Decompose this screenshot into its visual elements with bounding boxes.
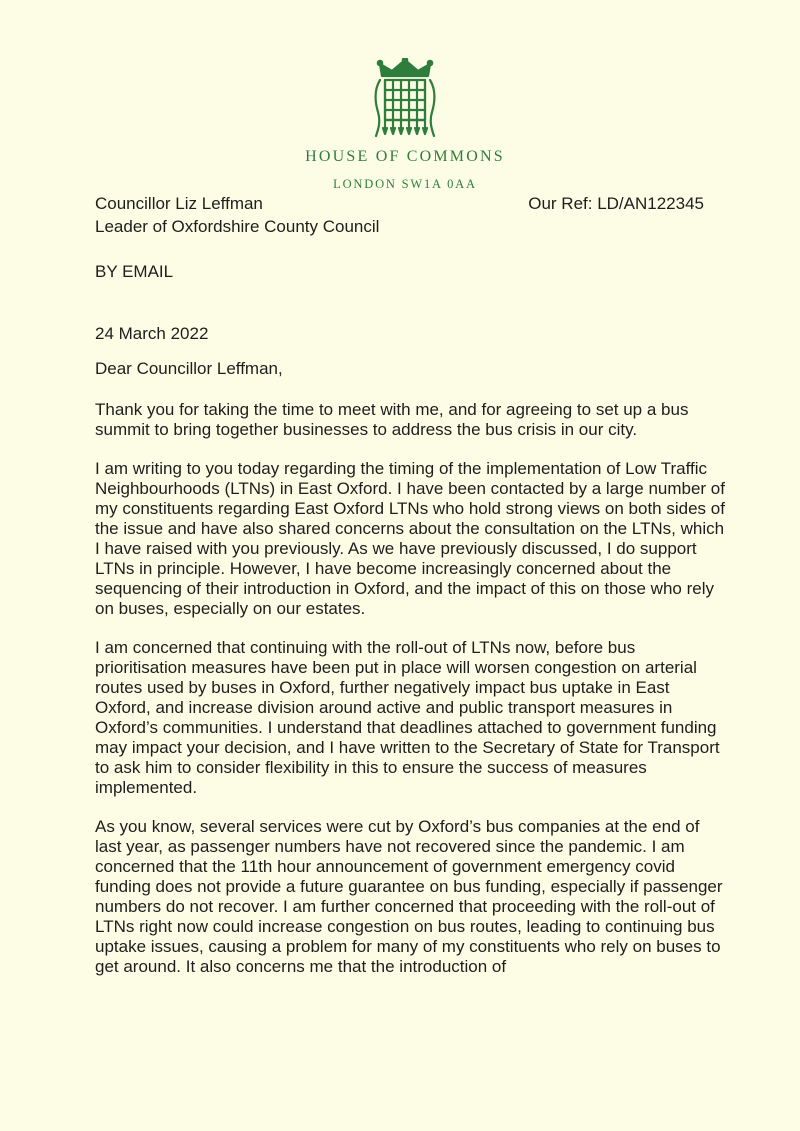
reference-number: Our Ref: LD/AN122345 <box>528 194 704 213</box>
salutation: Dear Councillor Leffman, <box>95 359 283 378</box>
portcullis-icon <box>372 58 438 140</box>
delivery-method: BY EMAIL <box>95 262 174 281</box>
letter-body <box>95 192 725 977</box>
letterhead-org-name: HOUSE OF COMMONS <box>305 148 505 165</box>
recipient-title: Leader of Oxfordshire County Council <box>95 217 380 236</box>
letterhead-address: LONDON SW1A 0AA <box>333 177 477 191</box>
paragraph-4: As you know, several services were cut by Oxford’s bus companies at the end of last year, as passenger numbers have not recovered since the pandemic. I am concerned that the 11th hour announcement of government emergency covid funding does not provide a future guarantee on bus funding, especially if passenger numbers do not recover. I am further concerned that proceeding with the roll-out of LTNs right now could increase congestion on bus routes, leading to continuing bus uptake issues, causing a problem for many of my constituents who rely on buses to get around. It also concerns me that the introduction of <box>95 817 723 976</box>
paragraph-1: Thank you for taking the time to meet with me, and for agreeing to set up a bus summit to bring together businesses to address the bus crisis in our city. <box>95 400 689 439</box>
paragraph-3: I am concerned that continuing with the roll-out of LTNs now, before bus prioritisation measures have been put in place will worsen congestion on arterial routes used by buses in Oxford, further negatively impact bus uptake in East Oxford, and increase division around active and public transport measures in Oxford’s communities. I understand that deadlines attached to government funding may impact your decision, and I have written to the Secretary of State for Transport to ask him to consider flexibility in this to ensure the success of measures implemented. <box>95 638 720 797</box>
letter-date: 24 March 2022 <box>95 324 209 343</box>
recipient-name: Councillor Liz Leffman <box>95 194 263 213</box>
paragraph-2: I am writing to you today regarding the timing of the implementation of Low Traffic Neighbourhoods (LTNs) in East Oxford. I have been contacted by a large number of my constituents regarding East Oxford LTNs who hold strong views on both sides of the issue and have also shared concerns about the consultation on the LTNs, which I have raised with you previously. As we have previously discussed, I do support LTNs in principle. However, I have become increasingly concerned about the sequencing of their introduction in Oxford, and the impact of this on those who rely on buses, especially on our estates. <box>95 459 725 618</box>
